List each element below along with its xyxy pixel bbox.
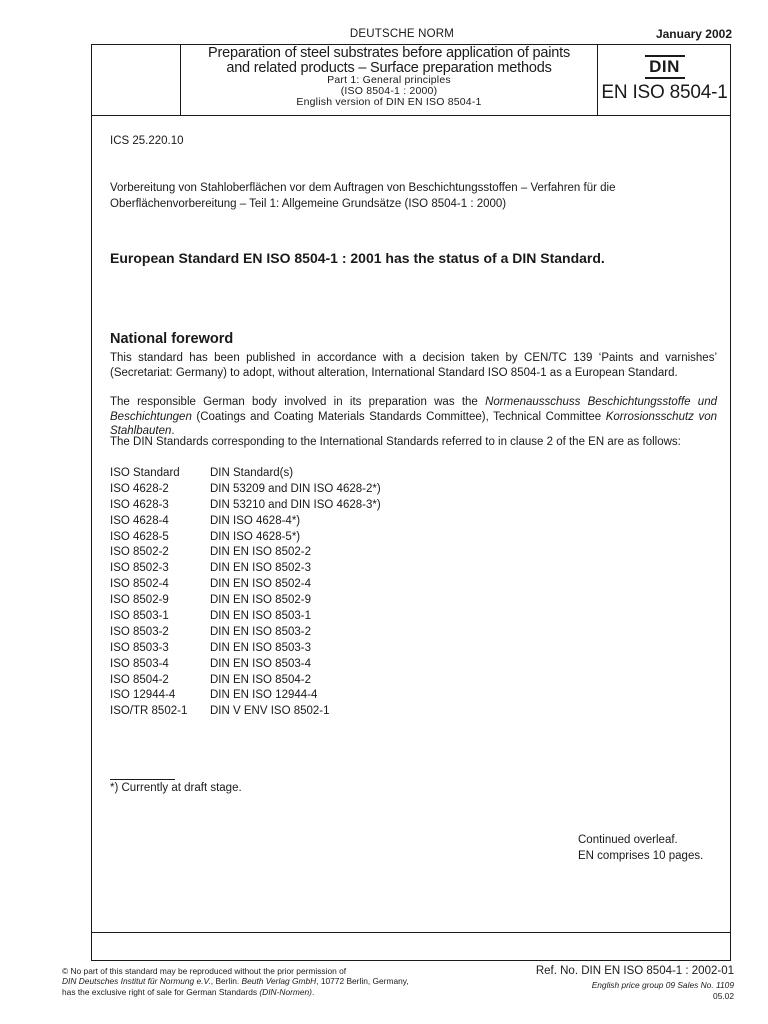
table-row bbox=[110, 546, 381, 562]
norm-label: DEUTSCHE NORM bbox=[349, 28, 455, 40]
committee-name: Normenausschuss Beschichtungsstoffe und Beschichtungen bbox=[110, 396, 717, 423]
foreword-paragraph-2 bbox=[110, 395, 717, 439]
iso-standard-cell: ISO 8502-2 bbox=[110, 546, 169, 559]
paragraph-text: . bbox=[171, 425, 175, 437]
frame-border bbox=[730, 116, 731, 960]
document-title-line-1: Preparation of steel substrates before application of paints bbox=[207, 45, 570, 61]
copyright-line bbox=[62, 987, 482, 997]
din-standard-cell: DIN 53209 and DIN ISO 4628-2*) bbox=[210, 482, 381, 495]
din-standard-cell: DIN EN ISO 8503-3 bbox=[210, 641, 311, 654]
standards-table bbox=[110, 467, 381, 721]
copyright-text: No part of this standard may be reproduced without the prior permission of bbox=[68, 966, 347, 976]
copyright-text: has the exclusive right of sale for German Standards bbox=[62, 986, 260, 997]
foreword-paragraph-1: This standard has been published in accordance with a decision taken by CEN/TC 139 ‘Paints and varnishes’ (Secretariat: Germany) to adopt, without alteration, International Standard ISO 8504-1 as a European Standard. bbox=[110, 352, 717, 379]
foreword-paragraph-3: The DIN Standards corresponding to the International Standards referred to in clause 2 of the EN are as follows: bbox=[110, 436, 681, 448]
din-standard-cell: DIN ISO 4628-5*) bbox=[210, 530, 301, 543]
table-row bbox=[110, 610, 381, 626]
iso-standard-cell: ISO 8503-4 bbox=[110, 657, 169, 670]
price-group: English price group 09 Sales No. 1109 bbox=[591, 980, 734, 990]
din-standard-cell: DIN EN ISO 8502-2 bbox=[210, 546, 311, 559]
header-divider bbox=[597, 45, 598, 115]
iso-standard-cell: ISO 8503-2 bbox=[110, 625, 169, 638]
footnote: *) Currently at draft stage. bbox=[110, 782, 242, 794]
din-standard-cell: DIN EN ISO 8502-4 bbox=[210, 578, 311, 591]
frame-border bbox=[91, 960, 731, 961]
table-row bbox=[110, 499, 381, 515]
copyright-line bbox=[62, 976, 482, 986]
table-row bbox=[110, 578, 381, 594]
footnote-rule bbox=[110, 779, 175, 780]
standard-id-block bbox=[599, 45, 730, 115]
english-version-note: English version of DIN EN ISO 8504-1 bbox=[296, 96, 482, 108]
page-count-note: EN comprises 10 pages. bbox=[578, 850, 704, 862]
iso-reference: (ISO 8504-1 : 2000) bbox=[340, 85, 438, 97]
table-row bbox=[110, 531, 381, 547]
iso-standard-cell: ISO 4628-2 bbox=[110, 482, 169, 495]
title-block bbox=[182, 46, 596, 108]
iso-standard-cell: ISO 12944-4 bbox=[110, 689, 176, 702]
iso-standard-cell: ISO 4628-3 bbox=[110, 498, 169, 511]
din-standard-cell: DIN EN ISO 8503-1 bbox=[210, 610, 311, 623]
din-standard-cell: DIN EN ISO 8502-9 bbox=[210, 594, 311, 607]
header-box bbox=[91, 44, 731, 116]
iso-standard-cell: ISO 8503-1 bbox=[110, 610, 169, 623]
copyright-text: . bbox=[311, 986, 315, 997]
copyright-symbol: © bbox=[62, 966, 69, 976]
copyright-text: , 10772 Berlin, Germany, bbox=[316, 976, 409, 987]
table-header-row bbox=[110, 467, 381, 483]
din-standard-cell: DIN EN ISO 8503-2 bbox=[210, 625, 311, 638]
frame-divider bbox=[91, 932, 731, 933]
part-title: Part 1: General principles bbox=[327, 74, 451, 86]
din-standard-cell: DIN EN ISO 8502-3 bbox=[210, 562, 311, 575]
iso-standard-cell: ISO 4628-4 bbox=[110, 514, 169, 527]
table-header-cell: DIN Standard(s) bbox=[210, 467, 294, 479]
iso-standard-cell: ISO 8504-2 bbox=[110, 673, 169, 686]
copyright-text: , Berlin. bbox=[210, 976, 242, 987]
din-normen-label: (DIN-Normen) bbox=[259, 986, 312, 997]
copyright-line bbox=[62, 966, 482, 976]
technical-committee-name: Korrosionsschutz von Stahlbauten bbox=[110, 410, 717, 437]
continued-note: Continued overleaf. bbox=[578, 834, 678, 846]
din-standard-cell: DIN EN ISO 12944-4 bbox=[210, 689, 318, 702]
publisher-name: Beuth Verlag GmbH bbox=[241, 976, 317, 987]
table-row bbox=[110, 626, 381, 642]
organization-name: DIN Deutsches Institut für Normung e.V. bbox=[62, 976, 211, 987]
ics-code: ICS 25.220.10 bbox=[110, 135, 184, 147]
iso-standard-cell: ISO 8502-9 bbox=[110, 594, 169, 607]
standard-number: EN ISO 8504-1 bbox=[601, 82, 728, 103]
din-standard-cell: DIN 53210 and DIN ISO 4628-3*) bbox=[210, 498, 381, 511]
table-header-cell: ISO Standard bbox=[110, 467, 180, 479]
iso-standard-cell: ISO 8502-3 bbox=[110, 562, 169, 575]
copyright-notice bbox=[62, 966, 482, 997]
publication-date: January 2002 bbox=[655, 27, 732, 41]
status-statement: European Standard EN ISO 8504-1 : 2001 has the status of a DIN Standard. bbox=[110, 250, 605, 266]
table-row bbox=[110, 562, 381, 578]
edition-code: 05.02 bbox=[713, 991, 734, 1001]
table-row bbox=[110, 642, 381, 658]
table-row bbox=[110, 594, 381, 610]
document-title-line-2: and related products – Surface preparation methods bbox=[226, 59, 552, 76]
table-row bbox=[110, 515, 381, 531]
table-row bbox=[110, 689, 381, 705]
iso-standard-cell: ISO 8503-3 bbox=[110, 641, 169, 654]
iso-standard-cell: ISO 8502-4 bbox=[110, 578, 169, 591]
din-standard-cell: DIN ISO 4628-4*) bbox=[210, 514, 301, 527]
table-row bbox=[110, 705, 381, 721]
table-row bbox=[110, 674, 381, 690]
din-standard-cell: DIN EN ISO 8504-2 bbox=[210, 673, 311, 686]
reference-number: Ref. No. DIN EN ISO 8504-1 : 2002-01 bbox=[535, 965, 734, 977]
table-row bbox=[110, 483, 381, 499]
paragraph-text: The responsible German body involved in its preparation was the bbox=[110, 396, 486, 408]
paragraph-text: (Coatings and Coating Materials Standards Committee), Technical Committee bbox=[191, 410, 606, 423]
iso-standard-cell: ISO 4628-5 bbox=[110, 530, 169, 543]
header-divider bbox=[180, 45, 181, 115]
iso-standard-cell: ISO/TR 8502-1 bbox=[110, 705, 188, 718]
din-standard-cell: DIN V ENV ISO 8502-1 bbox=[210, 705, 330, 718]
frame-border bbox=[91, 116, 92, 960]
table-row bbox=[110, 658, 381, 674]
din-standard-cell: DIN EN ISO 8503-4 bbox=[210, 657, 311, 670]
section-heading: National foreword bbox=[110, 331, 234, 347]
german-title: Vorbereitung von Stahloberflächen vor dem Auftragen von Beschichtungsstoffen – Verfahren für die Oberflächenvorbereitung – Teil 1: Allgemeine Grundsätze (ISO 8504-1 : 2000) bbox=[110, 182, 616, 210]
din-logo: DIN bbox=[645, 55, 685, 79]
